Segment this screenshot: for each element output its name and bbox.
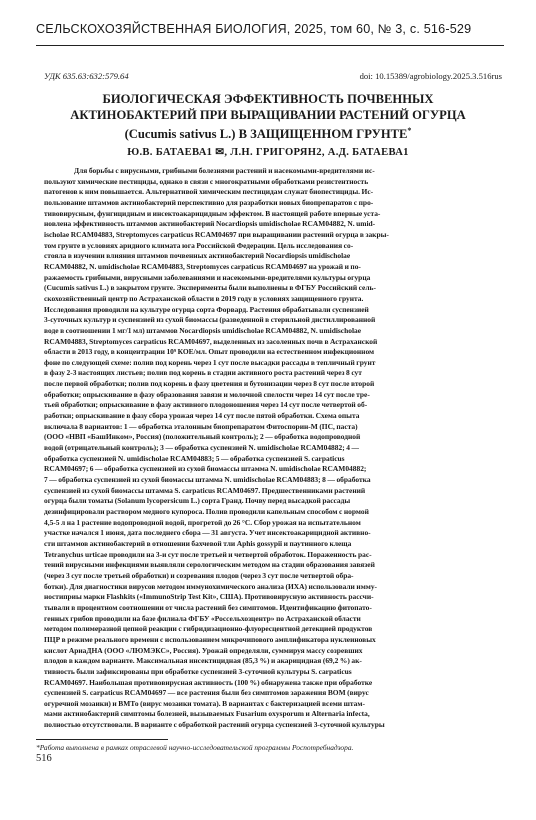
- abstract-line: методом полимеразной цепной реакции с гибридизационно-флуоресцентной детекцией продуктов: [44, 624, 373, 634]
- abstract-line: фоне по следующей схеме: полив под корень через 1 сут после высадки рассады в тепличный грунт: [44, 357, 376, 367]
- doi-link[interactable]: doi: 10.15389/agrobiology.2025.3.516rus: [359, 71, 502, 81]
- abstract-line: тений вирусными инфекциями выявляли серологическим методом на стадии образования завязей: [44, 560, 375, 570]
- abstract-line: воде в соотношении 1 мг/1 мл) штаммов Nocardiopsis umidischolae RCAM04882, N. umidischolae: [44, 325, 362, 335]
- abstract-line: водой (отрицательный контроль); 3 — обработка суспензией N. umidischolae RCAM04882; 4 —: [44, 443, 359, 453]
- page-number: 516: [36, 753, 52, 764]
- abstract-line: ботки). Для диагностики вирусов методом иммунохимического анализа (ИХА) использовали имму-: [44, 581, 378, 591]
- title-footnote-mark: *: [407, 126, 412, 135]
- abstract-line: тьей обработки; опрыскивание в фазу активного плодоношения через 14 сут после четвертой об-: [44, 400, 368, 410]
- abstract-line: сти штаммов актинобактерий в отношении бахчевой тли Aphis gossypii и паутинного клеща: [44, 538, 352, 548]
- abstract-line: (через 3 сут после третьей обработки) и созревания плодов (через 3 сут после четвертой обра-: [44, 570, 354, 580]
- abstract-line: пользуют химические пестициды, однако в связи с многократными обработками резистентность: [44, 176, 369, 186]
- abstract-line: суспензией из сухой биомассы штамма S. carpaticus RCAM04697. Предшественниками растений: [44, 485, 366, 495]
- title-line-1: БИОЛОГИЧЕСКАЯ ЭФФЕКТИВНОСТЬ ПОЧВЕННЫХ: [102, 92, 434, 106]
- abstract-line: RCAM04882, N. umidischolae RCAM04883, Streptomyces carpaticus RCAM04697 на урожай и по-: [44, 261, 361, 271]
- abstract-line: патогенов к ним повышается. Альтернативой химическим пестицидам служат биопестициды. Ис-: [44, 187, 374, 197]
- abstract-text: [44, 166, 498, 731]
- abstract-line: Tetranychus urticae проводили на 3-и сут после третьей и четвертой обработок. Пораженность рас-: [44, 549, 372, 559]
- running-head: СЕЛЬСКОХОЗЯЙСТВЕННАЯ БИОЛОГИЯ, 2025, том 60, № 3, с. 516-529: [36, 22, 472, 36]
- abstract-line: генных грибов проводили на базе филиала ФГБУ «Россельхозцентр» по Астраханской области: [44, 613, 361, 623]
- abstract-line: том грунте в условиях аридного климата юга Российской Федерации. Цель исследования со-: [44, 240, 354, 250]
- article-title: [38, 92, 498, 143]
- abstract-line: после первой обработки; полив под корень в фазу цветения и бутонизации через 8 сут после второй: [44, 379, 375, 389]
- abstract-line: скохозяйственный центр по Астраханской области в 2019 году в условиях защищенного грунта.: [44, 293, 364, 303]
- abstract-line: 7 — обработка суспензией из сухой биомассы штамма N. umidischolae RCAM04883; 8 — обработка: [44, 475, 371, 485]
- abstract-line: ПЦР в режиме реального времени с использованием микрочипового амплификатора нуклеиновых: [44, 634, 376, 644]
- abstract-line: суспензией S. carpaticus RCAM04697 — все растения были без симптомов заражения ВОМ (вирус: [44, 688, 369, 698]
- abstract-line: Для борьбы с вирусными, грибными болезнями растений и насекомыми-вредителями ис-: [74, 166, 375, 175]
- abstract-line: RCAM04697. Наибольшая противовирусная активность (100 %) обнаружена также при обработке: [44, 677, 373, 687]
- header-rule: [36, 45, 504, 46]
- abstract-line: огурца были томаты (Solanum lycopersicum L.) сорта Гранд. Почву перед высадкой рассады: [44, 496, 351, 506]
- abstract-line: ностиприы марки Flashkits («ImmunoStrip Test Kit», США). Противовирусную активность рассчи-: [44, 592, 374, 602]
- abstract-line: обработка суспензией N. umidischolae RCAM04883; 5 — обработка суспензией S. carpaticus: [44, 453, 345, 463]
- abstract-line: кислот АриаДНА (ООО «ЛЮМЭКС», Россия). Урожай определяли, суммируя массу созревших: [44, 645, 363, 655]
- title-line-3-text: (Cucumis sativus L.) В ЗАЩИЩЕННОМ ГРУНТЕ: [124, 127, 408, 142]
- abstract-line: стояла в изучении влияния штаммов почвенных актинобактерий Nocardiopsis umidischolae: [44, 251, 351, 261]
- footnote-rule: [36, 739, 168, 740]
- abstract-line: включала 8 вариантов: 1 — обработка эталонным биопрепаратом Фитоспорин-М (ПС, паста): [44, 421, 358, 431]
- abstract-line: тивовирусным, фунгицидным и инсектоакарицидным эффектом. В настоящей работе впервые уста-: [44, 208, 381, 218]
- abstract-line: полностью отсутствовали. В варианте с обработкой растений огурца суспензией 3-суточной культуры: [44, 720, 385, 730]
- abstract-line: дезинфицировали раствором медного купороса. Полив проводили капельным способом с нормой: [44, 507, 369, 516]
- abstract-line: плодов в каждом варианте. Максимальная инсектицидная (85,3 %) и акарицидная (69,2 %) ак-: [44, 656, 362, 666]
- abstract-line: (ООО «НВП «БашИнком», Россия) (положительный контроль); 2 — обработка водопроводной: [44, 432, 361, 442]
- title-line-2: АКТИНОБАКТЕРИЙ ПРИ ВЫРАЩИВАНИИ РАСТЕНИЙ ОГУРЦА: [70, 107, 466, 122]
- abstract-line: обработки; опрыскивание в фазу образования завязи и молочной спелости через 14 сут после тре-: [44, 389, 370, 399]
- abstract-line: Исследования проводили на культуре огурца сорта Форвард. Растения обрабатывали суспензией: [44, 304, 369, 314]
- abstract-line: тивность были зафиксированы при обработке суспензией 3-суточной культуры S. carpaticus: [44, 666, 352, 676]
- abstract-line: 3-суточных культур и суспензией из сухой биомассы (разведенной в стерильной дистиллированной: [44, 315, 376, 325]
- abstract-line: участке начался 1 июня, дата последнего сбора — 31 августа. Учет инсектоакарицидной активно-: [44, 528, 371, 538]
- abstract-line: ражаемость грибными, вирусными заболеваниями и насекомыми-вредителями культуры огурца: [44, 272, 371, 282]
- abstract-line: области в 2013 году, в концентрации 10⁹ КОЕ/мл. Опыт проводили на естественном инфекционном: [44, 347, 375, 357]
- abstract-line: (Cucumis sativus L.) в закрытом грунте. Эксперименты были выполнены в ФГБУ Российский сель-: [44, 283, 376, 293]
- title-line-3: [38, 123, 498, 143]
- abstract-line: тывали в процентном соотношении от числа растений без симптомов. Идентификацию фитопато-: [44, 602, 372, 612]
- abstract-line: RCAM04883, Streptomyces carpaticus RCAM04697, выделенных из засоленных почв в Астраханской: [44, 336, 378, 346]
- abstract-line: 4,5-5 л на 1 растение водопроводной водой, прогретой до 26 °С. Сбор урожая на испытательном: [44, 517, 361, 527]
- udc-code: УДК 635.63:632:579.64: [44, 71, 129, 81]
- footnote: *Работа выполнена в рамках отраслевой научно-исследовательской программы Роспотребнадзора.: [36, 743, 354, 752]
- abstract-line: мами актинобактерий симптомы болезней, вызываемых Fusarium oxysporum и Alternaria infecta,: [44, 709, 370, 719]
- abstract-line: RCAM04697; 6 — обработка суспензией из сухой биомассы штамма N. umidischolae RCAM04882;: [44, 464, 367, 474]
- abstract-line: пользование штаммов актинобактерий перспективно для разработки новых биопрепаратов с про-: [44, 197, 374, 207]
- abstract-line: в фазу 2-3 настоящих листьев; полив под корень в стадии активного роста растений через 8 сут: [44, 368, 362, 378]
- abstract-line: огуречной мозаики) и ВМТо (вирус мозаики томата). В вариантах с бактеризацией всеми штам-: [44, 698, 365, 708]
- authors-line: Ю.В. БАТАЕВА1 ✉, Л.Н. ГРИГОРЯН2, А.Д. БАТАЕВА1: [127, 147, 409, 158]
- abstract-line: ischolae RCAM04883, Streptomyces carpaticus RCAM04697 при выращивании растений огурца в закры-: [44, 229, 389, 239]
- abstract-line: новлена эффективность штаммов актинобактерий Nocardiopsis umidischolae RCAM04882, N. umid-: [44, 219, 376, 229]
- abstract-line: работки; опрыскивание в фазу сбора урожая через 14 сут после пятой обработки. Схема опыта: [44, 411, 360, 421]
